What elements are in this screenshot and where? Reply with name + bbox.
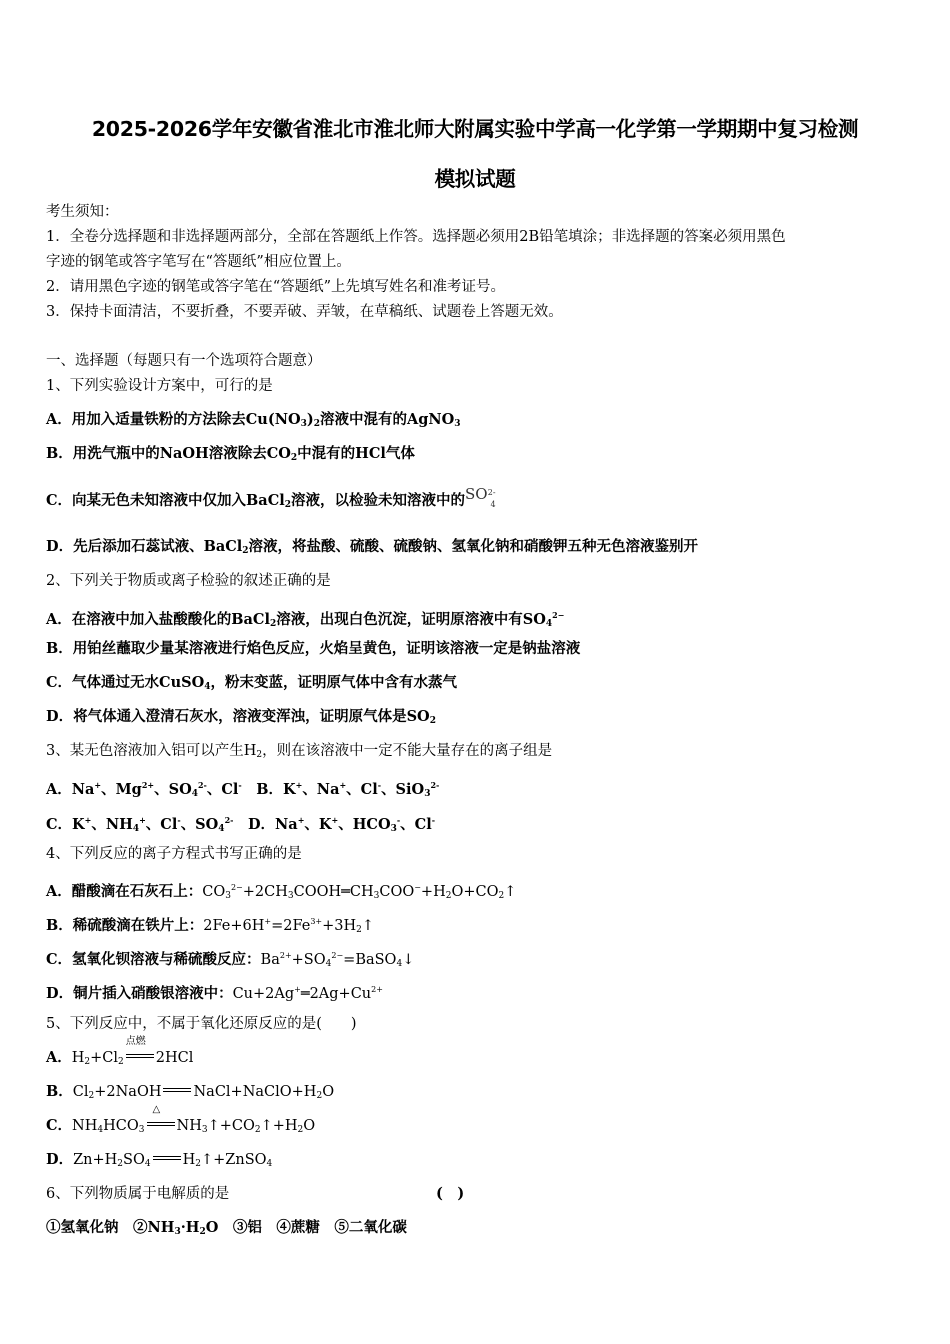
reaction-condition-ignite: 点燃 <box>124 1048 156 1068</box>
question-5-option-b: B．$Cl_2+2NaOH$ $NaCl+NaClO+H_2O$ <box>46 1083 335 1101</box>
question-3-stem: 3、某无色溶液加入铝可以产生$H_2$，则在该溶液中一定不能大量存在的离子组是 <box>46 743 553 760</box>
section-heading: 一、选择题（每题只有一个选项符合题意） <box>46 353 322 369</box>
question-1-option-c: C．向某无色未知溶液中仅加入BaCl$_2$溶液，以检验未知溶液中的SO 2- 4 <box>46 485 496 510</box>
question-5-option-d: D．$Zn+H_2SO_4$ $H_2↑+ZnSO_4$ <box>46 1151 273 1169</box>
question-5-option-c: C．$NH_4HCO_3$ △ $NH_3↑+CO_2↑+H_2O$ <box>46 1104 316 1135</box>
reaction-condition-heat: △ <box>145 1116 177 1136</box>
notice-heading: 考生须知： <box>46 204 119 220</box>
question-2-option-c: C．气体通过无水CuSO$_4$，粉末变蓝，证明原气体中含有水蒸气 <box>46 674 457 692</box>
question-4-option-b: B．稀硫酸滴在铁片上：$2Fe+6H^+=2Fe^{3+}+3H_2↑$ <box>46 917 375 935</box>
sulfate-ion-formula: SO 2- 4 <box>465 485 496 509</box>
question-4-stem: 4、下列反应的离子方程式书写正确的是 <box>46 846 302 862</box>
question-5-stem: 5、下列反应中，不属于氧化还原反应的是( ) <box>46 1016 357 1032</box>
exam-title-line2: 模拟试题 <box>434 167 516 191</box>
question-2-stem: 2、下列关于物质或离子检验的叙述正确的是 <box>46 573 331 589</box>
notice-item-1a: 1．全卷分选择题和非选择题两部分，全部在答题纸上作答。选择题必须用2B铅笔填涂；非选择题的答案必须用黑色 <box>46 229 786 245</box>
question-4-option-d: D．铜片插入硝酸银溶液中：$Cu+2Ag^+═2Ag+Cu^{2+}$ <box>46 985 383 1002</box>
question-1-stem: 1、下列实验设计方案中，可行的是 <box>46 378 273 394</box>
question-6-answer-paren: ( ) <box>436 1185 465 1202</box>
question-4-option-a: A．醋酸滴在石灰石上：$CO_3^{2-}+2CH_3COOH═CH_3COO^-+H_2O+CO_2↑$ <box>46 883 517 901</box>
notice-item-1b: 字迹的钢笔或答字笔写在“答题纸”相应位置上。 <box>46 254 351 270</box>
question-2-option-a: A．在溶液中加入盐酸酸化的BaCl$_2$溶液，出现白色沉淀，证明原溶液中有$SO_4^{2-}$ <box>46 610 565 629</box>
question-2-option-d: D．将气体通入澄清石灰水，溶液变浑浊，证明原气体是$SO_2$ <box>46 708 436 726</box>
question-6-stem: 6、下列物质属于电解质的是 <box>46 1186 230 1202</box>
question-6-options: ①氢氧化钠 $②NH_3\cdot H_2O$ ③铝 ④蔗糖 ⑤二氧化碳 <box>46 1219 407 1237</box>
question-3-options-ab: A．Na+、$Mg^{2+}$、$SO_4^{2-}$、Cl- B．K+、Na+、Cl-、SiO$_3^{2-}$ <box>46 780 440 799</box>
question-2-option-b: B．用铂丝蘸取少量某溶液进行焰色反应，火焰呈黄色，证明该溶液一定是钠盐溶液 <box>46 640 581 657</box>
question-3-options-cd: C．K+、$NH_4^+$、Cl-、$SO_4^{2-}$ D．Na+、K+、$HCO_3^-$、Cl- <box>46 815 436 834</box>
question-1-option-a: A．用加入适量铁粉的方法除去$Cu(NO_3)_2$溶液中混有的AgNO$_3$ <box>46 411 461 429</box>
question-1-option-b: B．用洗气瓶中的NaOH溶液除去$CO_2$中混有的HCl气体 <box>46 445 415 463</box>
exam-title-line1: 2025-2026学年安徽省淮北市淮北师大附属实验中学高一化学第一学期期中复习检测 <box>91 117 859 141</box>
question-4-option-c: C．氢氧化钡溶液与稀硫酸反应：$Ba^{2+}+SO_4^{2-}=BaSO_4↓$ <box>46 951 415 969</box>
question-5-option-a: A．$H_2+Cl_2$ 点燃 2HCl <box>46 1036 194 1067</box>
notice-item-2: 2．请用黑色字迹的钢笔或答字笔在“答题纸”上先填写姓名和准考证号。 <box>46 279 506 295</box>
question-1-option-d: D．先后添加石蕊试液、BaCl$_2$溶液，将盐酸、硫酸、硫酸钠、氢氧化钠和硝酸钾五种无色溶液鉴别开 <box>46 538 699 556</box>
notice-item-3: 3．保持卡面清洁，不要折叠，不要弄破、弄皱，在草稿纸、试题卷上答题无效。 <box>46 304 563 320</box>
